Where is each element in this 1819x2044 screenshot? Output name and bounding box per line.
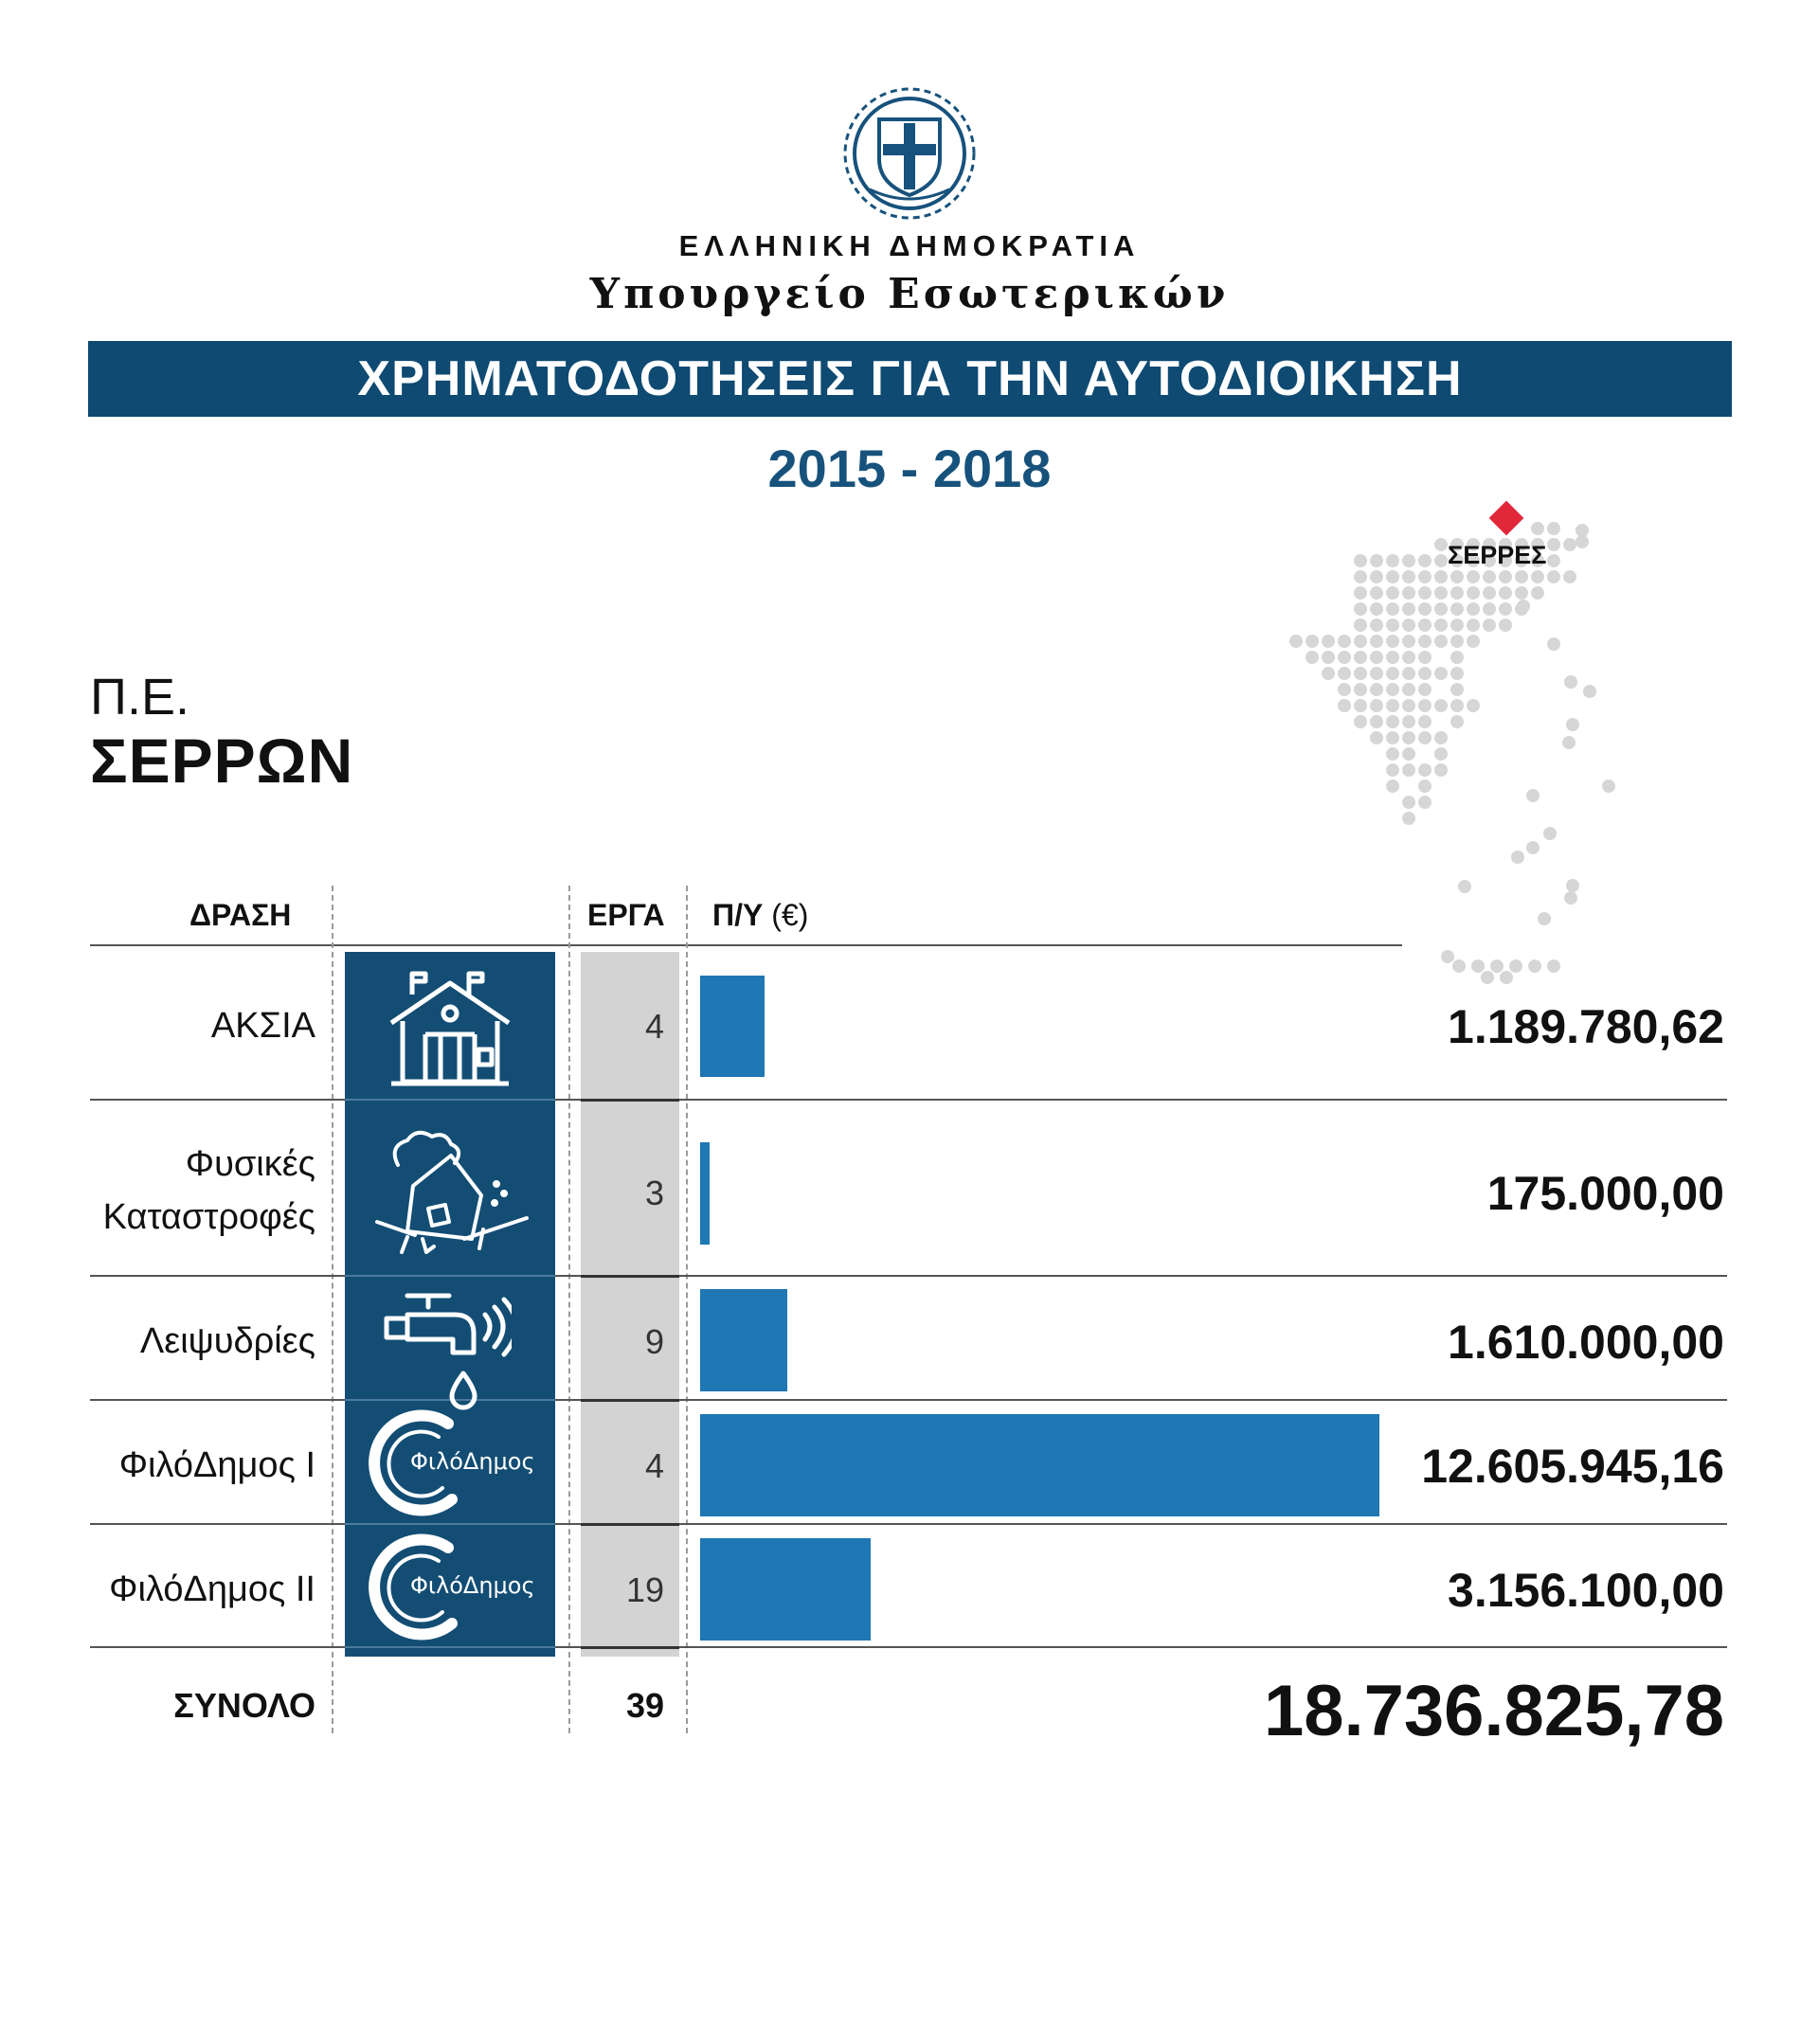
projects-row-divider bbox=[581, 1523, 679, 1526]
column-separator bbox=[686, 886, 688, 1733]
greek-coat-of-arms-icon bbox=[841, 85, 978, 222]
row-value: 1.189.780,62 bbox=[1448, 1000, 1724, 1053]
column-separator bbox=[332, 886, 333, 1733]
row-label: ΦιλόΔημος ΙΙ bbox=[109, 1569, 315, 1609]
filodimos-logo-icon bbox=[365, 1407, 554, 1518]
row-projects: 19 bbox=[625, 1570, 664, 1609]
row-divider bbox=[90, 1099, 1727, 1101]
column-separator bbox=[568, 886, 570, 1733]
budget-bar bbox=[700, 1142, 710, 1245]
budget-label: Π/Υ bbox=[712, 898, 764, 932]
projects-row-divider bbox=[581, 1646, 679, 1649]
projects-row-divider bbox=[581, 1099, 679, 1102]
icon-row-divider bbox=[345, 1523, 555, 1525]
row-label: ΦιλόΔημος Ι bbox=[118, 1445, 315, 1485]
header-divider bbox=[90, 944, 1402, 946]
projects-row-divider bbox=[581, 1399, 679, 1402]
school-building-icon bbox=[384, 966, 516, 1089]
map-location-label: ΣΕΡΡΕΣ bbox=[1448, 541, 1547, 569]
row-projects: 9 bbox=[644, 1322, 664, 1361]
ministry-name: Υπουργείο Εσωτερικών bbox=[589, 270, 1230, 318]
country-name: ΕΛΛΗΝΙΚΗ ΔΗΜΟΚΡΑΤΙΑ bbox=[678, 229, 1141, 262]
row-divider bbox=[90, 1646, 1727, 1648]
budget-bar bbox=[700, 1289, 787, 1391]
total-label: ΣΥΝΟΛΟ bbox=[173, 1686, 315, 1725]
region-prefix: Π.Ε. bbox=[90, 669, 190, 726]
row-projects: 3 bbox=[644, 1174, 664, 1212]
logo-text: ΦιλόΔημος bbox=[410, 1448, 535, 1475]
row-value: 12.605.945,16 bbox=[1421, 1440, 1724, 1493]
budget-unit: (€) bbox=[771, 898, 809, 932]
row-value: 175.000,00 bbox=[1486, 1167, 1724, 1220]
logo-text: ΦιλόΔημος bbox=[410, 1572, 535, 1599]
column-header-budget bbox=[712, 898, 808, 933]
region-name: ΣΕΡΡΩΝ bbox=[90, 726, 354, 796]
budget-bar bbox=[700, 1538, 871, 1641]
projects-row-divider bbox=[581, 1275, 679, 1278]
title-banner: ΧΡΗΜΑΤΟΔΟΤΗΣΕΙΣ ΓΙΑ ΤΗΝ ΑΥΤΟΔΙΟΙΚΗΣΗ bbox=[88, 341, 1732, 417]
filodimos-logo-icon bbox=[365, 1531, 554, 1642]
column-header-projects: ΕΡΓΑ bbox=[587, 898, 665, 932]
row-projects: 4 bbox=[644, 1446, 664, 1485]
row-divider bbox=[90, 1399, 1727, 1401]
total-value: 18.736.825,78 bbox=[1263, 1671, 1724, 1751]
period-years: 2015 - 2018 bbox=[767, 439, 1052, 498]
budget-bar bbox=[700, 1414, 1379, 1516]
location-marker-icon bbox=[1489, 501, 1524, 536]
row-label: Φυσικές Καταστροφές bbox=[102, 1144, 315, 1237]
icon-row-divider bbox=[345, 1099, 555, 1101]
icon-row-divider bbox=[345, 1646, 555, 1648]
column-header-action: ΔΡΑΣΗ bbox=[189, 898, 292, 932]
icon-row-divider bbox=[345, 1275, 555, 1277]
row-divider bbox=[90, 1523, 1727, 1525]
row-label: Λειψυδρίες bbox=[139, 1321, 315, 1361]
total-projects: 39 bbox=[625, 1686, 664, 1725]
projects-column-background bbox=[581, 952, 679, 1657]
row-value: 3.156.100,00 bbox=[1448, 1564, 1724, 1617]
row-projects: 4 bbox=[644, 1007, 664, 1046]
budget-bar bbox=[700, 976, 765, 1077]
natural-disaster-house-icon bbox=[369, 1127, 531, 1260]
row-divider bbox=[90, 1275, 1727, 1277]
water-tap-icon bbox=[379, 1286, 512, 1411]
row-label: ΑΚΣΙΑ bbox=[210, 1006, 315, 1046]
row-value: 1.610.000,00 bbox=[1448, 1316, 1724, 1369]
